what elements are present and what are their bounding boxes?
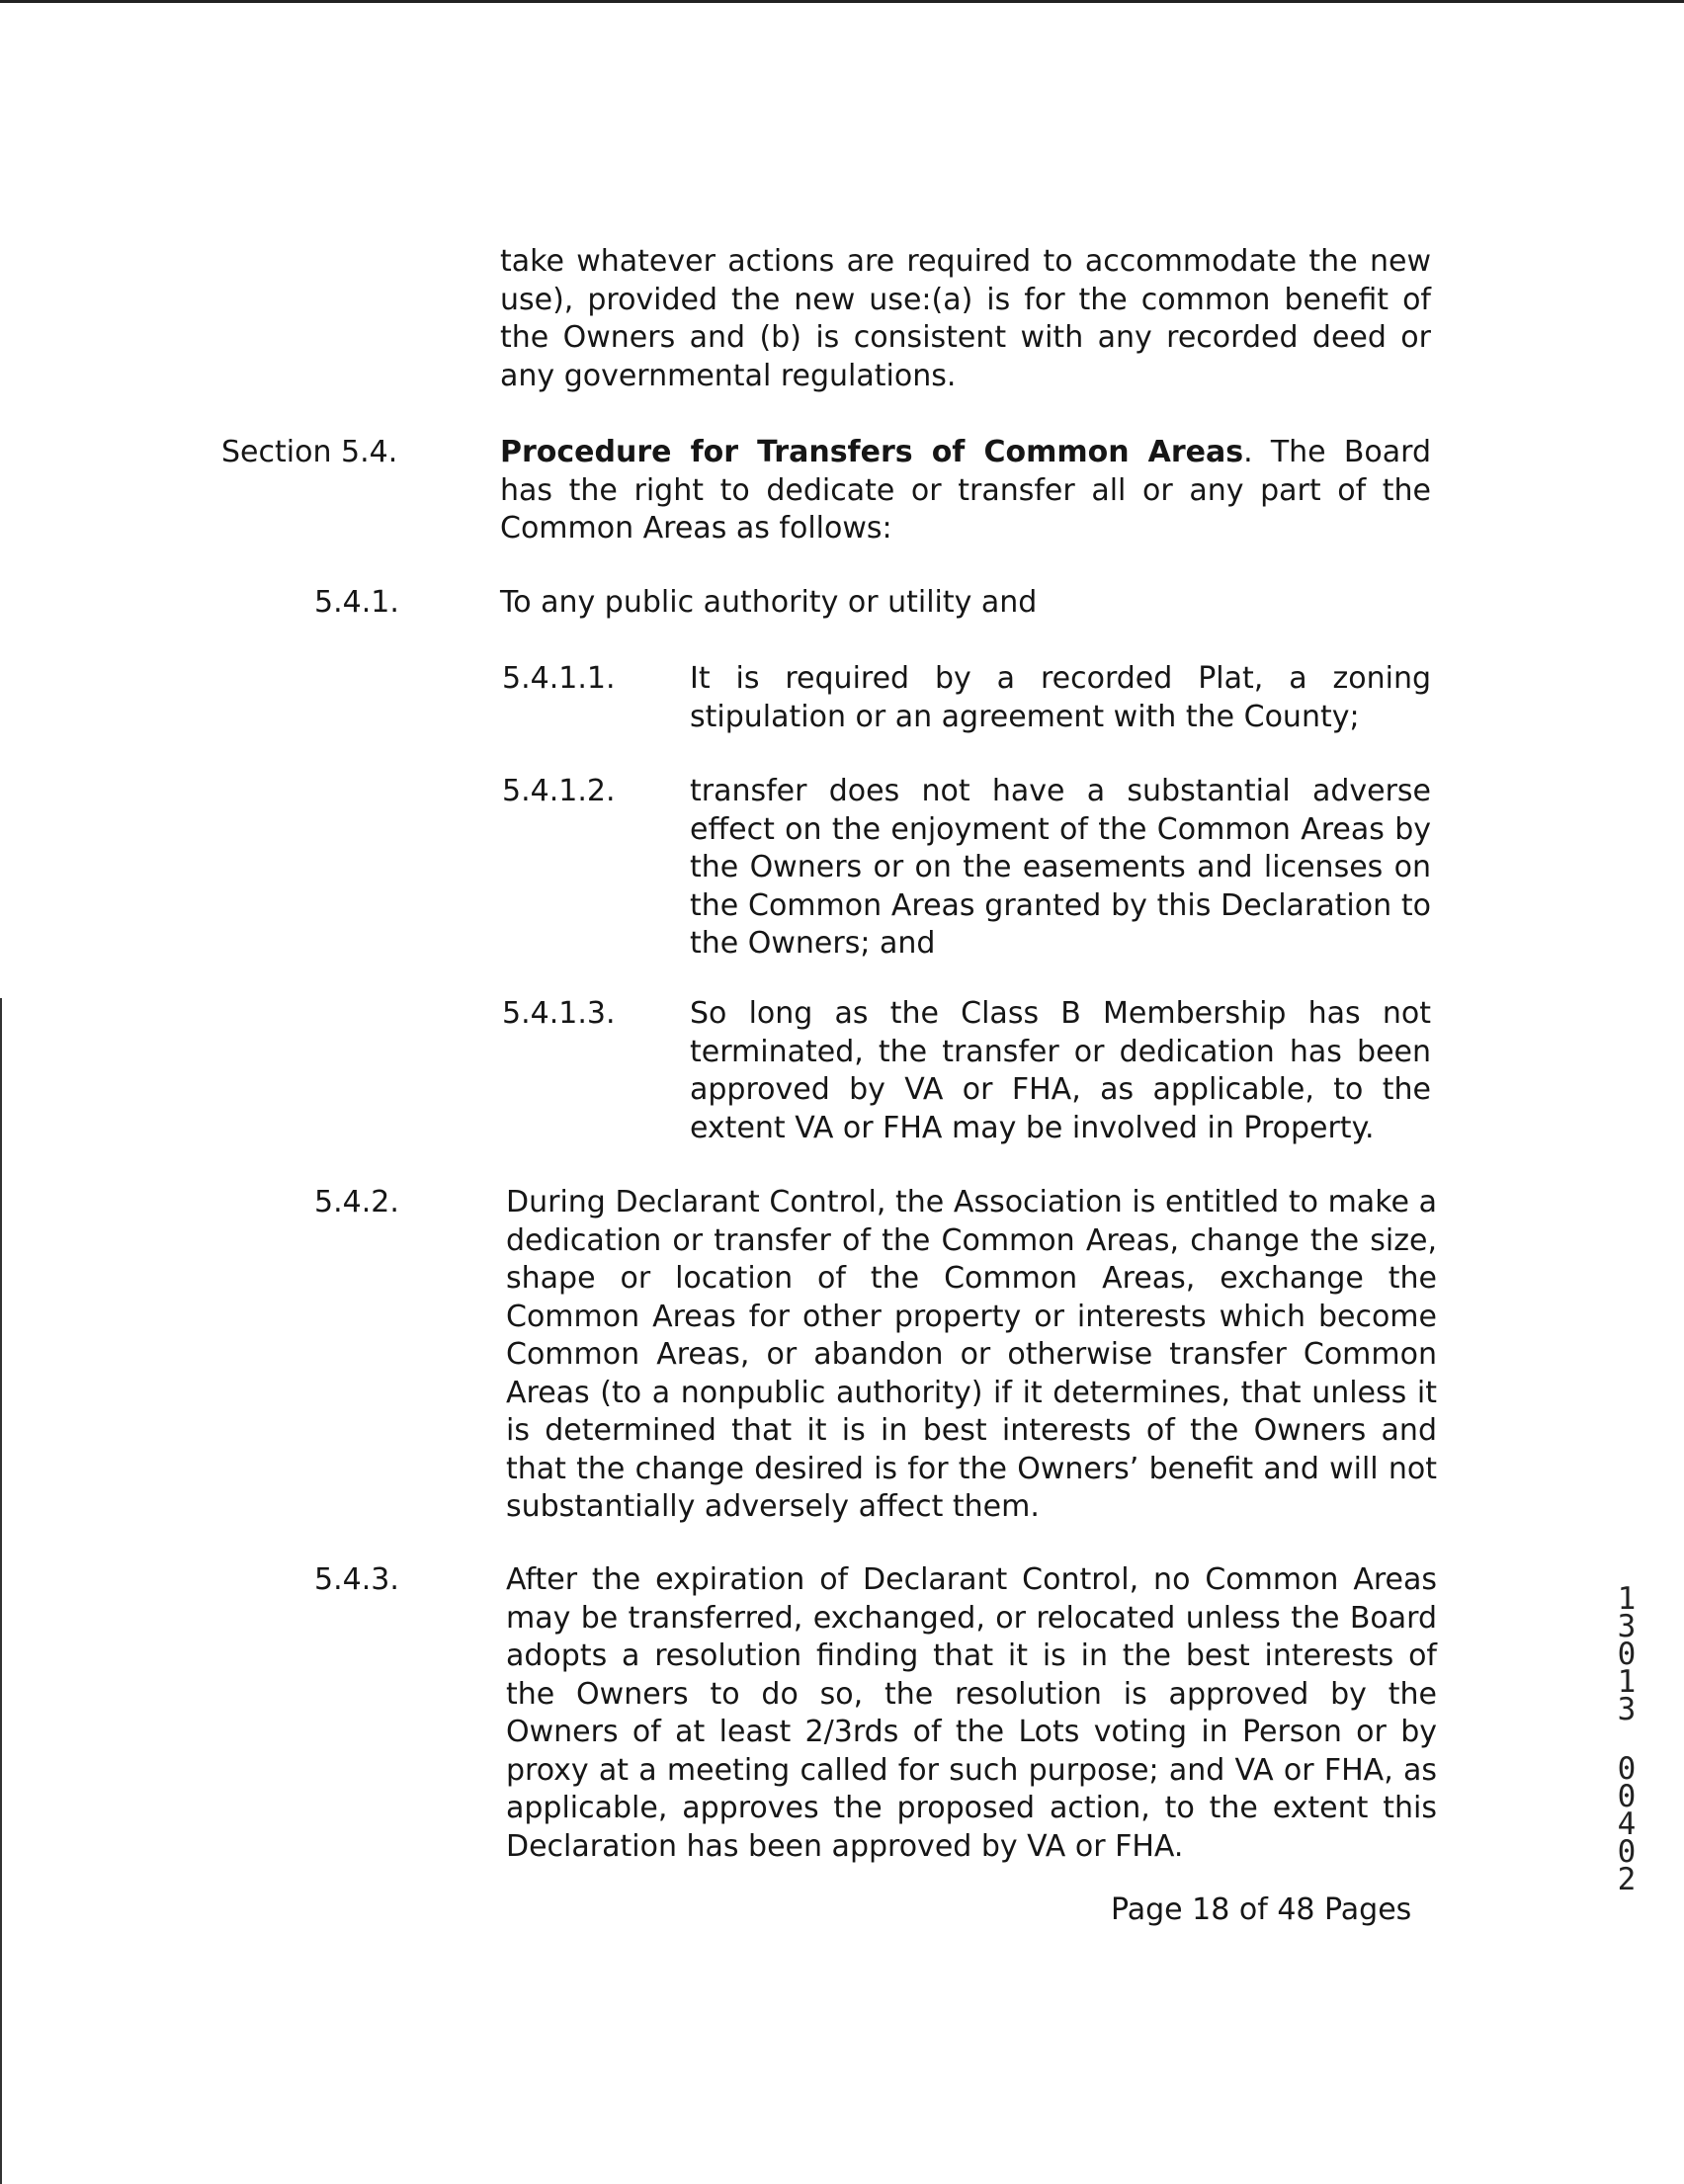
stamp-digit: 3 [1617,1609,1637,1644]
section-5-4-heading: Procedure for Transfers of Common Areas [500,435,1244,469]
intro-paragraph: take whatever actions are required to accommodate the new use), provided the new use:(a) is for the common benefit of the Owners and (b) is consistent with any recorded deed or any governmental regulations. [500,244,1431,393]
subsection-5-4-1-1-label: 5.4.1.1. [502,661,616,696]
subsection-5-4-2-label: 5.4.2. [314,1185,399,1219]
subsection-5-4-1-2-body: transfer does not have a substantial adverse effect on the enjoyment of the Common Areas by the Owners or on the easements and licenses on the Common Areas granted by this Declaration to the Owners; and [690,774,1431,961]
subsection-5-4-3-label: 5.4.3. [314,1562,399,1597]
scan-edge-top [0,0,1684,3]
stamp-digit: 1 [1617,1581,1637,1617]
subsection-5-4-1-3-body: So long as the Class B Membership has not terminated, the transfer or dedication has been approved by VA or FHA, as applicable, to the extent VA or FHA may be involved in Property. [690,996,1431,1145]
subsection-5-4-1-label: 5.4.1. [314,585,399,620]
subsection-5-4-1-3-label: 5.4.1.3. [502,996,616,1031]
stamp-digit: 0 [1617,1751,1637,1787]
section-5-4-label: Section 5.4. [221,435,398,469]
subsection-5-4-1-body: To any public authority or utility and [500,585,1038,620]
subsection-5-4-1-1-body: It is required by a recorded Plat, a zoning stipulation or an agreement with the County; [690,661,1431,734]
section-5-4-text: . The Board has the right to dedicate or transfer all or any part of the Common Areas as follows: [500,435,1431,546]
stamp-digit: 4 [1617,1806,1637,1842]
subsection-5-4-1-2-label: 5.4.1.2. [502,774,616,808]
stamp-digit: 0 [1617,1834,1637,1870]
stamp-digit: 1 [1617,1664,1637,1700]
page-number: Page 18 of 48 Pages [1111,1892,1412,1927]
stamp-digit: 0 [1617,1637,1637,1672]
stamp-digit: 0 [1617,1779,1637,1814]
stamp-digit: 3 [1617,1692,1637,1727]
recording-stamp [1609,1581,1644,1897]
stamp-digit: 2 [1617,1862,1637,1897]
subsection-5-4-3-body: After the expiration of Declarant Control, no Common Areas may be transferred, exchanged, or relocated unless the Board adopts a resolution finding that it is in the best interests of the Owners to do so, the resolution is approved by the Owners of at least 2/3rds of the Lots voting in Person or by proxy at a meeting called for such purpose; and VA or FHA, as applicable, approves the proposed action, to the extent this Declaration has been approved by VA or FHA. [506,1562,1437,1864]
subsection-5-4-2-body: During Declarant Control, the Association is entitled to make a dedication or transfer of the Common Areas, change the size, shape or location of the Common Areas, exchange the Common Areas for other property or interests which become Common Areas, or abandon or otherwise transfer Common Areas (to a nonpublic authority) if it determines, that unless it is determined that it is in best interests of the Owners and that the change desired is for the Owners’ benefit and will not substantially adversely affect them. [506,1185,1437,1524]
section-5-4-body [500,434,1431,548]
scan-edge-left [0,998,2,2184]
